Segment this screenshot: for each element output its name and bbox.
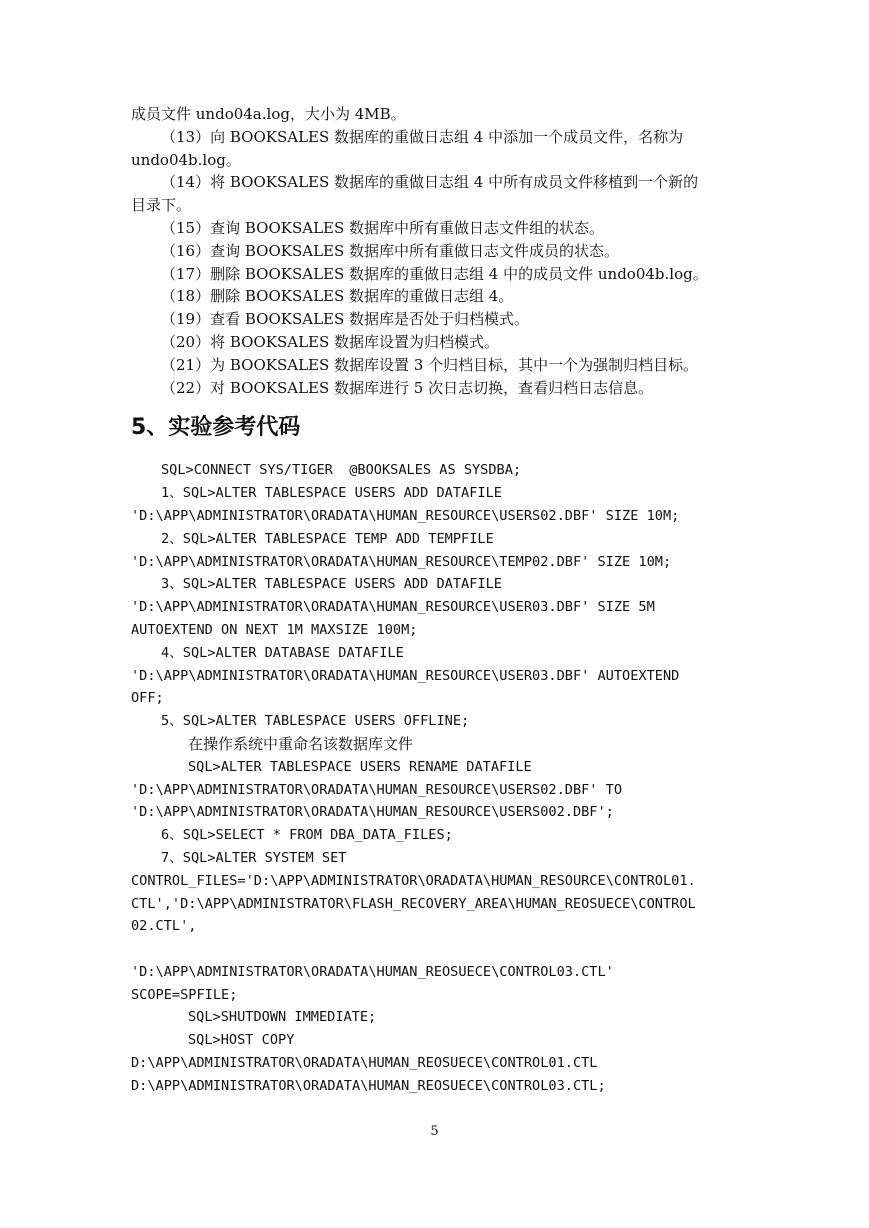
- code-line: CTL','D:\APP\ADMINISTRATOR\FLASH_RECOVERY_AREA\HUMAN_REOSUECE\CONTROL: [131, 895, 696, 912]
- code-line: SQL>ALTER TABLESPACE USERS RENAME DATAFILE: [188, 758, 532, 775]
- code-line: 'D:\APP\ADMINISTRATOR\ORADATA\HUMAN_REOSUECE\CONTROL03.CTL': [131, 963, 614, 980]
- code-line: 7、SQL>ALTER SYSTEM SET: [161, 849, 347, 866]
- code-line: D:\APP\ADMINISTRATOR\ORADATA\HUMAN_REOSUECE\CONTROL01.CTL: [131, 1055, 598, 1072]
- code-line: 5、SQL>ALTER TABLESPACE USERS OFFLINE;: [161, 713, 470, 730]
- code-line: 3、SQL>ALTER TABLESPACE USERS ADD DATAFILE: [161, 576, 502, 593]
- blank-line: [131, 938, 741, 961]
- code-line: 6、SQL>SELECT * FROM DBA_DATA_FILES;: [161, 827, 453, 844]
- code-comment: 在操作系统中重命名该数据库文件: [188, 734, 414, 753]
- code-line: 4、SQL>ALTER DATABASE DATAFILE: [161, 644, 404, 661]
- code-line: 'D:\APP\ADMINISTRATOR\ORADATA\HUMAN_RESOURCE\USERS02.DBF' TO: [131, 781, 623, 798]
- task-line: 成员文件 undo04a.log，大小为 4MB。: [131, 105, 406, 123]
- page-content: [131, 103, 741, 1098]
- section-heading: 5、实验参考代码: [131, 415, 301, 441]
- task-20: （20）将 BOOKSALES 数据库设置为归档模式。: [161, 332, 500, 351]
- task-21: （21）为 BOOKSALES 数据库设置 3 个归档目标，其中一个为强制归档目标。: [161, 355, 699, 374]
- code-line: 'D:\APP\ADMINISTRATOR\ORADATA\HUMAN_RESOURCE\USERS02.DBF' SIZE 10M;: [131, 507, 680, 524]
- code-line: 2、SQL>ALTER TABLESPACE TEMP ADD TEMPFILE: [161, 530, 494, 547]
- task-13-continuation: undo04b.log。: [131, 150, 241, 169]
- task-17: （17）删除 BOOKSALES 数据库的重做日志组 4 中的成员文件 undo04b.log。: [161, 264, 708, 283]
- code-line: CONTROL_FILES='D:\APP\ADMINISTRATOR\ORADATA\HUMAN_RESOURCE\CONTROL01.: [131, 872, 696, 889]
- task-19: （19）查看 BOOKSALES 数据库是否处于归档模式。: [161, 310, 530, 329]
- code-line: SQL>SHUTDOWN IMMEDIATE;: [188, 1009, 377, 1026]
- task-14-continuation: 目录下。: [131, 196, 192, 215]
- task-14: （14）将 BOOKSALES 数据库的重做日志组 4 中所有成员文件移植到一个新的: [161, 173, 699, 192]
- code-line: 'D:\APP\ADMINISTRATOR\ORADATA\HUMAN_RESOURCE\TEMP02.DBF' SIZE 10M;: [131, 553, 672, 570]
- page-number: 5: [430, 1124, 439, 1139]
- code-line: 1、SQL>ALTER TABLESPACE USERS ADD DATAFILE: [161, 485, 502, 502]
- code-line: 'D:\APP\ADMINISTRATOR\ORADATA\HUMAN_RESOURCE\USERS002.DBF';: [131, 804, 614, 821]
- code-line: SCOPE=SPFILE;: [131, 986, 238, 1003]
- task-15: （15）查询 BOOKSALES 数据库中所有重做日志文件组的状态。: [161, 218, 605, 237]
- task-16: （16）查询 BOOKSALES 数据库中所有重做日志文件成员的状态。: [161, 241, 620, 260]
- code-line: OFF;: [131, 690, 164, 707]
- code-line: D:\APP\ADMINISTRATOR\ORADATA\HUMAN_REOSUECE\CONTROL03.CTL;: [131, 1077, 606, 1094]
- task-13: （13）向 BOOKSALES 数据库的重做日志组 4 中添加一个成员文件，名称为: [161, 127, 684, 146]
- code-line: 02.CTL',: [131, 918, 197, 935]
- code-line: AUTOEXTEND ON NEXT 1M MAXSIZE 100M;: [131, 621, 418, 638]
- code-line: SQL>HOST COPY: [188, 1032, 295, 1049]
- code-line: 'D:\APP\ADMINISTRATOR\ORADATA\HUMAN_RESOURCE\USER03.DBF' AUTOEXTEND: [131, 667, 680, 684]
- task-22: （22）对 BOOKSALES 数据库进行 5 次日志切换，查看归档日志信息。: [161, 378, 654, 397]
- task-18: （18）删除 BOOKSALES 数据库的重做日志组 4。: [161, 287, 514, 306]
- code-line: SQL>CONNECT SYS/TIGER @BOOKSALES AS SYSDBA;: [161, 462, 522, 479]
- code-line: 'D:\APP\ADMINISTRATOR\ORADATA\HUMAN_RESOURCE\USER03.DBF' SIZE 5M: [131, 599, 655, 616]
